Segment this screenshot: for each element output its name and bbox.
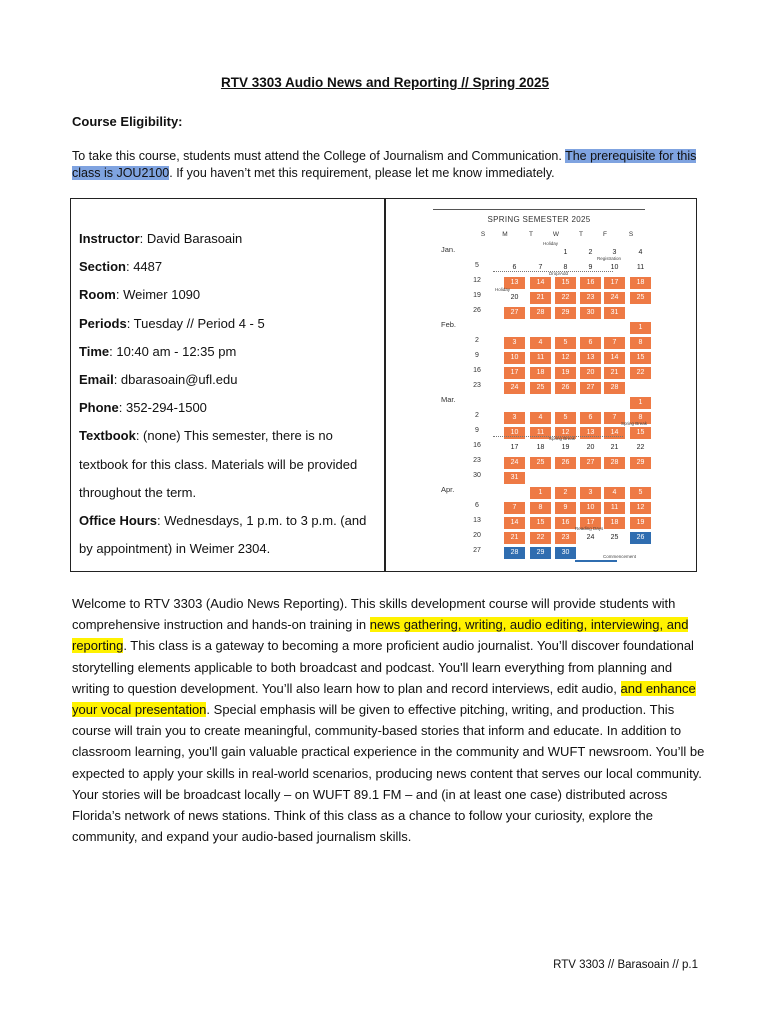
class-day: 17 bbox=[580, 517, 601, 529]
class-day: 23 bbox=[555, 532, 576, 544]
commencement-marker bbox=[575, 560, 617, 562]
class-day: 1 bbox=[630, 322, 651, 334]
class-day: 18 bbox=[604, 517, 625, 529]
calendar-day: 7 bbox=[538, 264, 543, 271]
calendar-marker bbox=[493, 271, 613, 272]
class-day: 25 bbox=[530, 382, 551, 394]
class-day: 10 bbox=[580, 502, 601, 514]
class-day: 1 bbox=[630, 397, 651, 409]
time-label: Time bbox=[79, 343, 110, 359]
exam-day: 28 bbox=[504, 547, 525, 559]
calendar-day: 25 bbox=[610, 534, 619, 541]
class-day: 11 bbox=[530, 352, 551, 364]
class-day: 19 bbox=[630, 517, 651, 529]
class-day: 31 bbox=[604, 307, 625, 319]
class-day: 5 bbox=[630, 487, 651, 499]
calendar-day: 18 bbox=[536, 444, 545, 451]
week-start: 12 bbox=[473, 277, 481, 284]
section-value: : 4487 bbox=[125, 259, 163, 275]
class-day: 29 bbox=[555, 307, 576, 319]
class-day: 22 bbox=[530, 532, 551, 544]
calendar-day: 22 bbox=[636, 444, 645, 451]
class-day: 2 bbox=[555, 487, 576, 499]
day-header: M bbox=[502, 231, 508, 238]
section-row bbox=[79, 253, 369, 281]
class-day: 4 bbox=[530, 337, 551, 349]
description-part-1: Welcome to RTV 3303 (Audio News Reporting). This skills development course will provide students with comprehensive instruction and hands-on training in bbox=[72, 596, 676, 633]
class-day: 18 bbox=[630, 277, 651, 289]
calendar-day: 9 bbox=[588, 264, 593, 271]
class-day: 26 bbox=[555, 457, 576, 469]
class-day: 25 bbox=[630, 292, 651, 304]
section-label: Section bbox=[79, 259, 126, 275]
textbook-value: : (none) This semester, there is no textbook for this class. Materials will be provided throughout the term. bbox=[79, 428, 358, 500]
class-day: 18 bbox=[530, 367, 551, 379]
week-start: 6 bbox=[475, 502, 479, 509]
semester-calendar bbox=[389, 199, 689, 569]
phone-label: Phone bbox=[79, 400, 119, 416]
class-day: 8 bbox=[630, 412, 651, 424]
class-day: 21 bbox=[530, 292, 551, 304]
class-day: 11 bbox=[604, 502, 625, 514]
class-day: 3 bbox=[504, 337, 525, 349]
class-day: 20 bbox=[580, 367, 601, 379]
class-day: 16 bbox=[580, 277, 601, 289]
course-info-table bbox=[70, 198, 697, 572]
calendar-day: 20 bbox=[586, 444, 595, 451]
exam-day: 26 bbox=[630, 532, 651, 544]
exam-day: 30 bbox=[555, 547, 576, 559]
day-header: T bbox=[579, 231, 583, 238]
week-start: 19 bbox=[473, 292, 481, 299]
eligibility-text bbox=[72, 148, 702, 182]
class-day: 27 bbox=[580, 382, 601, 394]
week-start: 16 bbox=[473, 367, 481, 374]
office-hours-row bbox=[79, 507, 369, 563]
phone-value: : 352-294-1500 bbox=[118, 400, 207, 416]
class-day: 13 bbox=[580, 427, 601, 439]
week-start: 16 bbox=[473, 442, 481, 449]
instructor-label: Instructor bbox=[79, 231, 140, 246]
calendar-marker bbox=[493, 436, 623, 437]
class-day: 25 bbox=[530, 457, 551, 469]
class-day: 13 bbox=[504, 277, 525, 289]
class-day: 14 bbox=[530, 277, 551, 289]
room-label: Room bbox=[79, 287, 116, 303]
class-day: 15 bbox=[530, 517, 551, 529]
class-day: 7 bbox=[604, 337, 625, 349]
calendar-note: Reading Days bbox=[575, 526, 604, 531]
calendar-day: 2 bbox=[588, 249, 593, 256]
class-day: 14 bbox=[604, 427, 625, 439]
calendar-day: 1 bbox=[563, 249, 568, 256]
class-day: 21 bbox=[504, 532, 525, 544]
course-description bbox=[72, 593, 707, 847]
day-header: S bbox=[628, 231, 634, 238]
calendar-note: Registration bbox=[597, 256, 622, 261]
calendar-note: Holiday bbox=[543, 241, 559, 246]
week-start: 27 bbox=[473, 547, 481, 554]
class-day: 13 bbox=[580, 352, 601, 364]
email-row bbox=[79, 366, 369, 394]
class-day: 27 bbox=[580, 457, 601, 469]
week-start: 20 bbox=[473, 532, 481, 539]
class-day: 28 bbox=[604, 457, 625, 469]
calendar-day: 3 bbox=[612, 249, 617, 256]
month-label: Jan. bbox=[441, 245, 456, 254]
class-day: 22 bbox=[630, 367, 651, 379]
eligibility-text-b: . If you haven’t met this requirement, please let me know immediately. bbox=[169, 166, 555, 180]
class-day: 31 bbox=[504, 472, 525, 484]
office-hours-label: Office Hours bbox=[79, 513, 158, 529]
class-day: 3 bbox=[580, 487, 601, 499]
class-day: 14 bbox=[604, 352, 625, 364]
class-day: 11 bbox=[530, 427, 551, 439]
calendar-rule bbox=[433, 209, 645, 210]
class-day: 26 bbox=[555, 382, 576, 394]
class-day: 5 bbox=[555, 337, 576, 349]
class-day: 15 bbox=[630, 427, 651, 439]
periods-value: : Tuesday // Period 4 - 5 bbox=[126, 315, 265, 331]
prerequisite-highlight: The prerequisite for this class is JOU2100 bbox=[72, 149, 697, 180]
calendar-day: 20 bbox=[510, 294, 519, 301]
week-start: 2 bbox=[475, 337, 479, 344]
week-start: 9 bbox=[475, 352, 479, 359]
week-start: 26 bbox=[473, 307, 481, 314]
week-start: 5 bbox=[475, 262, 479, 269]
class-day: 17 bbox=[504, 367, 525, 379]
calendar-note: Drop/Add bbox=[549, 271, 569, 276]
month-label: Mar. bbox=[441, 395, 456, 404]
day-header: S bbox=[480, 231, 486, 238]
class-day: 10 bbox=[504, 352, 525, 364]
exam-day: 29 bbox=[530, 547, 551, 559]
room-value: : Weimer 1090 bbox=[115, 287, 201, 303]
class-day: 15 bbox=[630, 352, 651, 364]
month-label: Feb. bbox=[441, 320, 457, 329]
eligibility-text-a: To take this course, students must attend the College of Journalism and Communication. bbox=[72, 149, 566, 163]
day-header: W bbox=[552, 231, 560, 238]
instructor-value: : David Barasoain bbox=[139, 231, 243, 246]
room-row bbox=[79, 281, 369, 309]
class-day: 12 bbox=[630, 502, 651, 514]
class-day: 7 bbox=[604, 412, 625, 424]
calendar-title: SPRING SEMESTER 2025 bbox=[487, 215, 591, 224]
class-day: 21 bbox=[604, 367, 625, 379]
calendar-day: 24 bbox=[586, 534, 595, 541]
class-day: 3 bbox=[504, 412, 525, 424]
class-day: 15 bbox=[555, 277, 576, 289]
course-info bbox=[79, 225, 369, 563]
week-start: 23 bbox=[473, 457, 481, 464]
office-hours-value: : Wednesdays, 1 p.m. to 3 p.m. (and by appointment) in Weimer 2304. bbox=[79, 513, 367, 557]
calendar-day: 11 bbox=[636, 264, 645, 271]
eligibility-heading: Course Eligibility: bbox=[72, 114, 183, 129]
class-day: 6 bbox=[580, 337, 601, 349]
class-day: 24 bbox=[504, 382, 525, 394]
week-start: 9 bbox=[475, 427, 479, 434]
textbook-row bbox=[79, 422, 369, 507]
class-day: 1 bbox=[530, 487, 551, 499]
class-day: 24 bbox=[604, 292, 625, 304]
class-day: 24 bbox=[504, 457, 525, 469]
calendar-note: Commencement bbox=[603, 554, 637, 559]
class-day: 6 bbox=[580, 412, 601, 424]
class-day: 10 bbox=[504, 427, 525, 439]
week-start: 2 bbox=[475, 412, 479, 419]
month-label: Apr. bbox=[441, 485, 455, 494]
email-value: : dbarasoain@ufl.edu bbox=[113, 372, 238, 388]
class-day: 14 bbox=[504, 517, 525, 529]
description-highlight-2: and enhance your vocal presentation bbox=[72, 680, 696, 718]
time-row bbox=[79, 338, 369, 366]
class-day: 12 bbox=[555, 352, 576, 364]
page-title: RTV 3303 Audio News and Reporting // Spring 2025 bbox=[220, 75, 550, 90]
periods-row bbox=[79, 310, 369, 338]
phone-row bbox=[79, 394, 369, 422]
class-day: 4 bbox=[604, 487, 625, 499]
day-header: T bbox=[529, 231, 533, 238]
calendar-day: 21 bbox=[610, 444, 619, 451]
class-day: 8 bbox=[530, 502, 551, 514]
calendar-day: 8 bbox=[563, 264, 568, 271]
calendar-day: 4 bbox=[638, 249, 643, 256]
class-day: 30 bbox=[580, 307, 601, 319]
week-start: 30 bbox=[473, 472, 481, 479]
class-day: 17 bbox=[604, 277, 625, 289]
class-day: 5 bbox=[555, 412, 576, 424]
class-day: 28 bbox=[604, 382, 625, 394]
time-value: : 10:40 am - 12:35 pm bbox=[109, 343, 237, 359]
class-day: 4 bbox=[530, 412, 551, 424]
description-part-3: . Special emphasis will be given to effective pitching, writing, and production. This course will train you to create meaningful, community-based stories that inform and educate. In addition to classroom learning, you'll gain valuable practical experience in the community and WUFT newsroom. You’ll be expected to apply your skills in real-world scenarios, producing news content that serves our local community. Your stories will be broadcast locally – on WUFT 89.1 FM – and (in at least one case) distributed across Florida’s network of news stations. Think of this class as a chance to follow your curiosity, explore the community, and expand your audio-based journalism skills. bbox=[72, 702, 705, 845]
class-day: 27 bbox=[504, 307, 525, 319]
calendar-day: 10 bbox=[610, 264, 619, 271]
description-part-2: . This class is a gateway to becoming a more proficient audio journalist. You’ll discover foundational storytelling elements applicable to both broadcast and podcast. You'll learn everything from planning and writing to question development. You’ll also learn how to plan and record interviews, edit audio, bbox=[72, 638, 694, 696]
calendar-day: 17 bbox=[510, 444, 519, 451]
calendar-note: Spring Break bbox=[621, 421, 648, 426]
class-day: 19 bbox=[555, 367, 576, 379]
calendar-day: 19 bbox=[561, 444, 570, 451]
class-day: 8 bbox=[630, 337, 651, 349]
class-day: 7 bbox=[504, 502, 525, 514]
calendar-note: Holiday bbox=[495, 287, 511, 292]
class-day: 23 bbox=[580, 292, 601, 304]
class-day: 29 bbox=[630, 457, 651, 469]
email-label: Email bbox=[79, 372, 114, 388]
textbook-label: Textbook bbox=[79, 428, 136, 444]
class-day: 28 bbox=[530, 307, 551, 319]
description-highlight-1: news gathering, writing, audio editing, interviewing, and reporting bbox=[72, 617, 689, 654]
class-day: 22 bbox=[555, 292, 576, 304]
day-header: F bbox=[603, 231, 607, 238]
week-start: 13 bbox=[473, 517, 481, 524]
class-day: 16 bbox=[555, 517, 576, 529]
class-day: 12 bbox=[555, 427, 576, 439]
class-day: 9 bbox=[555, 502, 576, 514]
week-start: 23 bbox=[473, 382, 481, 389]
instructor-row bbox=[79, 225, 369, 253]
table-divider bbox=[384, 199, 386, 571]
calendar-note: Spring Break bbox=[549, 436, 576, 441]
periods-label: Periods bbox=[79, 315, 127, 331]
page-footer: RTV 3303 // Barasoain // p.1 bbox=[553, 959, 698, 971]
calendar-day: 6 bbox=[512, 264, 517, 271]
